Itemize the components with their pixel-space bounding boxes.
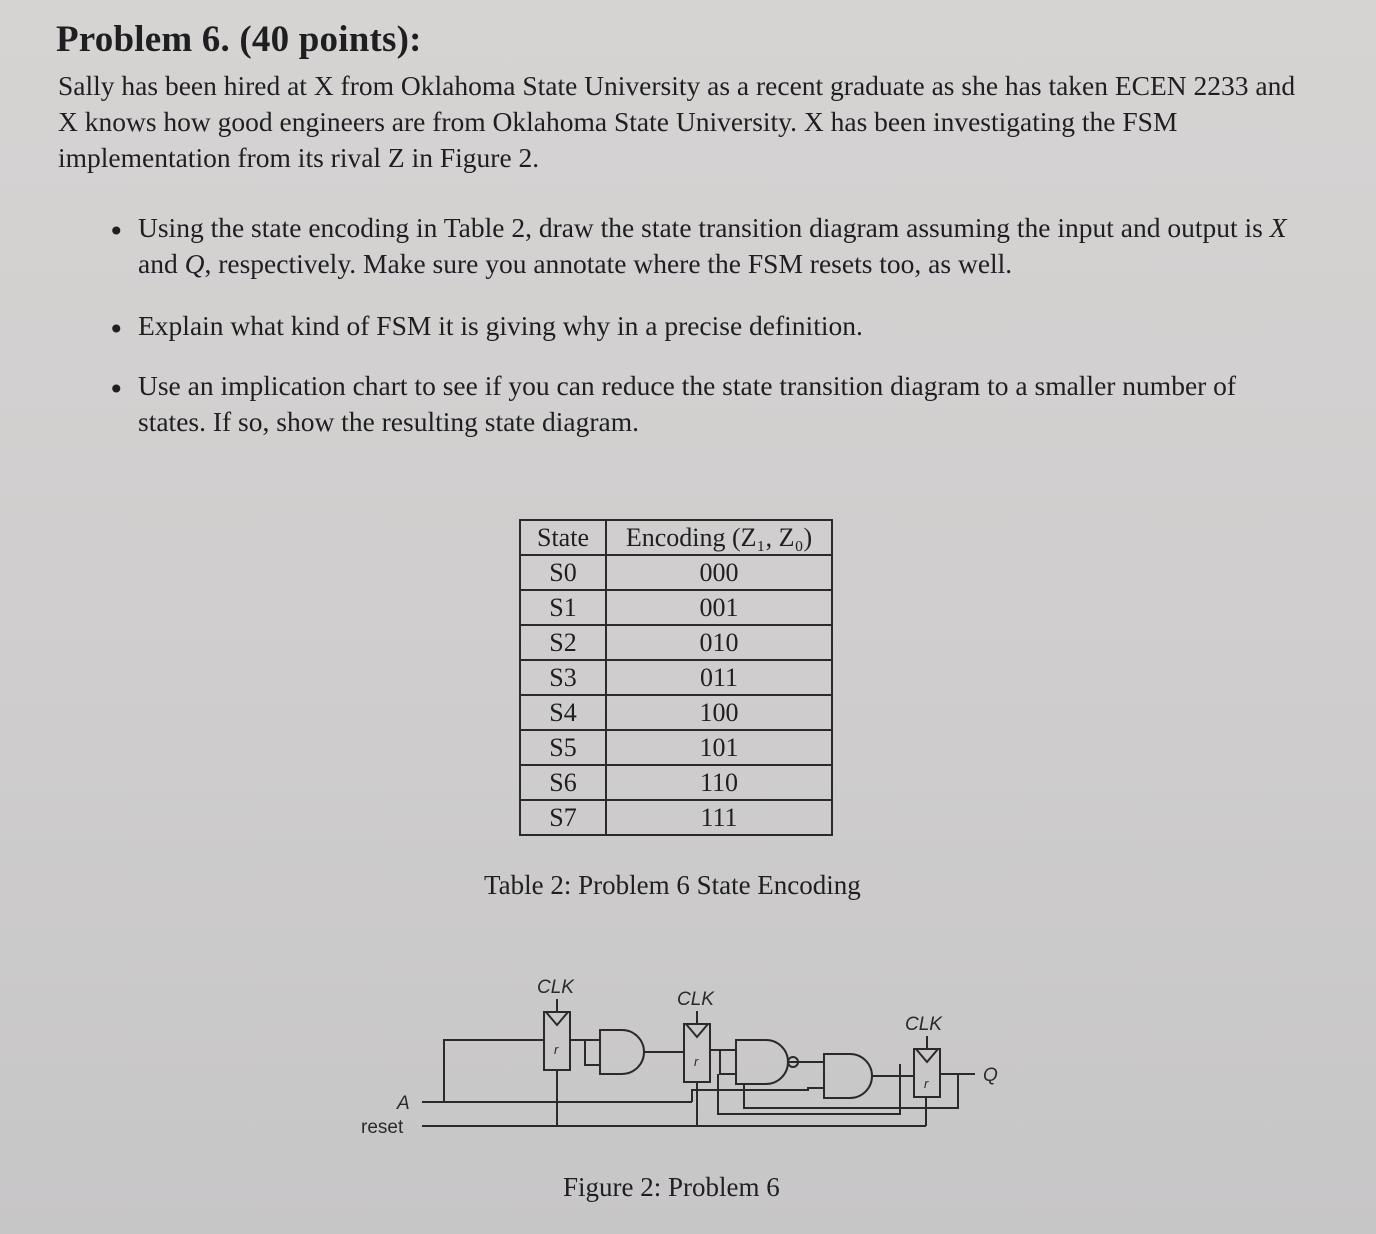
question-3-text: Use an implication chart to see if you can reduce the state transition diagram to a smaller number of states. If so, show the resulting state diagram. xyxy=(138,370,1237,437)
encoding-cell: 010 xyxy=(606,625,832,660)
clk-label-2: CLK xyxy=(677,989,714,1010)
encoding-cell: 100 xyxy=(606,695,832,730)
question-1-text-b: and xyxy=(138,248,185,279)
flip-flop-2 xyxy=(684,1024,710,1082)
figure-caption: Figure 2: Problem 6 xyxy=(563,1172,780,1202)
encoding-cell: 101 xyxy=(606,730,832,765)
problem-title: Problem 6. (40 points): xyxy=(56,19,422,60)
state-cell: S7 xyxy=(520,800,606,835)
flip-flop-1 xyxy=(544,1012,570,1070)
state-cell: S1 xyxy=(520,590,606,625)
state-cell: S5 xyxy=(520,730,606,765)
state-cell: S0 xyxy=(520,555,606,590)
and-gate-1 xyxy=(600,1030,644,1074)
flip-flop-3 xyxy=(914,1049,940,1097)
encoding-cell: 011 xyxy=(606,660,832,695)
wire-a-input xyxy=(422,1040,544,1102)
header-encoding: Encoding (Z₁, Z₀) xyxy=(606,520,832,555)
ff3-reset-pin: r xyxy=(924,1076,929,1091)
state-cell: S6 xyxy=(520,765,606,800)
input-a-label: A xyxy=(397,1093,410,1114)
question-2-text: Explain what kind of FSM it is giving why in a precise definition. xyxy=(138,310,863,341)
question-1-text-c: , respectively. Make sure you annotate where the FSM resets too, as well. xyxy=(204,248,1013,279)
question-1-var-x: X xyxy=(1269,212,1287,243)
clk-label-1: CLK xyxy=(537,977,574,998)
ff1-reset-pin: r xyxy=(554,1042,559,1057)
encoding-cell: 000 xyxy=(606,555,832,590)
reset-label: reset xyxy=(361,1117,404,1138)
question-1-var-q: Q xyxy=(184,248,205,279)
bullet-icon: • xyxy=(108,215,125,248)
state-cell: S4 xyxy=(520,695,606,730)
bullet-icon: • xyxy=(108,373,125,406)
state-cell: S3 xyxy=(520,660,606,695)
header-state: State xyxy=(520,520,606,555)
encoding-cell: 001 xyxy=(606,590,832,625)
question-1-text-a: Using the state encoding in Table 2, draw the state transition diagram assuming the input and output is xyxy=(138,212,1270,243)
table-caption: Table 2: Problem 6 State Encoding xyxy=(484,870,861,900)
problem-intro: Sally has been hired at X from Oklahoma State University as a recent graduate as she has taken ECEN 2233 and X knows how good engineers are from Oklahoma State University. X has been investigating the FSM implementation from its rival Z in Figure 2. xyxy=(58,70,1296,173)
bullet-icon: • xyxy=(108,313,125,346)
and-gate-3 xyxy=(824,1054,872,1098)
encoding-cell: 110 xyxy=(606,765,832,800)
clk-label-3: CLK xyxy=(905,1014,942,1035)
and-gate-2 xyxy=(736,1040,788,1084)
output-q-label: Q xyxy=(983,1065,998,1086)
ff2-reset-pin: r xyxy=(694,1054,699,1069)
state-cell: S2 xyxy=(520,625,606,660)
encoding-cell: 111 xyxy=(606,800,832,835)
